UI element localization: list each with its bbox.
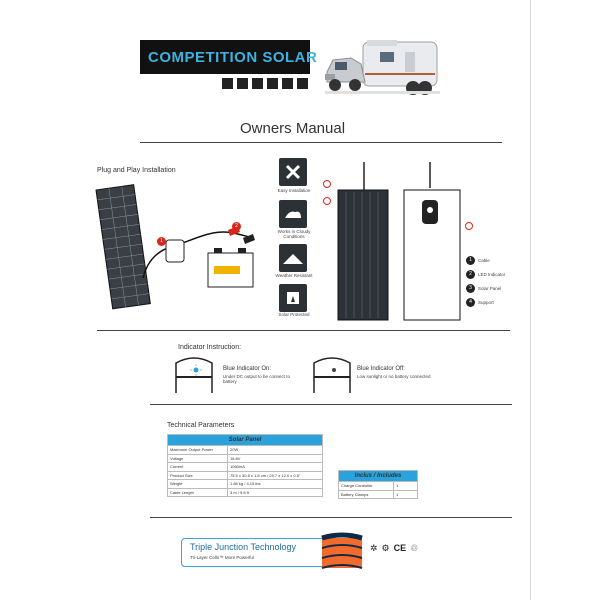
- step-marker: 1: [157, 237, 166, 246]
- legend-label: LED Indicator: [478, 271, 506, 277]
- spec-value: 75.5 x 30.5 x 1.8 cm / 29.7 x 12.0 x 0.6": [228, 471, 323, 480]
- table-row: [168, 488, 323, 497]
- table-row: [339, 490, 418, 499]
- feature-icon: [237, 78, 248, 89]
- tech-subtitle: Tri-Layer Cells™ More Powerful: [190, 555, 254, 560]
- section-divider: [150, 404, 512, 405]
- title-divider: [140, 142, 502, 143]
- page-edge: [530, 0, 531, 600]
- legend-item: [466, 256, 505, 265]
- installation-heading: Plug and Play Installation: [97, 167, 176, 174]
- spec-label: Maximum Output Power: [168, 446, 228, 455]
- legend-number: 3: [466, 284, 475, 293]
- feature-label: Easy Installation: [277, 188, 311, 193]
- include-label: Battery Clamps: [339, 490, 394, 499]
- spec-value: 1060mA: [228, 463, 323, 472]
- legend-item: [466, 298, 505, 307]
- feature-icon: [222, 78, 233, 89]
- spec-label: Cable Length: [168, 488, 228, 497]
- indicator-on-illustration: [174, 355, 214, 393]
- legend-number: 4: [466, 298, 475, 307]
- includes-table: [338, 470, 418, 499]
- ce-mark-icon: CE: [393, 543, 407, 553]
- tools-icon: [279, 158, 307, 186]
- cell-layers-image: [318, 530, 366, 576]
- includes-table-title: Inclus / Includes: [339, 471, 418, 482]
- spec-label: Current: [168, 463, 228, 472]
- section-divider: [150, 517, 512, 518]
- legend-label: Solar Panel: [478, 285, 502, 291]
- recycle-icon: ♲: [410, 543, 419, 553]
- feature-icon: [282, 78, 293, 89]
- indicator-on-desc: Under DC output to be connect to battery: [223, 374, 291, 385]
- legend-label: Cable: [478, 257, 490, 263]
- brand-logo-text: COMPETITION SOLAR: [148, 49, 318, 66]
- table-row: [339, 482, 418, 491]
- panel-diagram: [320, 160, 470, 325]
- tech-title: Triple Junction Technology: [190, 542, 297, 552]
- spec-label: Voltage: [168, 454, 228, 463]
- indicator-on-title: Blue Indicator On:: [223, 366, 272, 372]
- specs-heading: Technical Parameters: [167, 422, 235, 429]
- indicator-heading: Indicator Instruction:: [178, 344, 242, 351]
- feature-label: Solar Protected: [278, 312, 310, 317]
- specs-table: [167, 434, 323, 497]
- page-title: Owners Manual: [240, 120, 346, 137]
- legend-number: 1: [466, 256, 475, 265]
- table-row: [168, 446, 323, 455]
- callout-marker: [323, 180, 331, 188]
- snowflake-icon: ✲: [370, 543, 378, 553]
- indicator-off-illustration: [312, 355, 352, 393]
- spec-value: 20W: [228, 446, 323, 455]
- feature-icon: [252, 78, 263, 89]
- include-value: 1: [394, 490, 418, 499]
- hail-icon: [279, 244, 307, 272]
- storm-icon: [279, 284, 307, 312]
- indicator-off-desc: Low sunlight or no battery connected: [357, 374, 431, 379]
- table-row: [168, 463, 323, 472]
- spec-label: Product Size: [168, 471, 228, 480]
- include-value: 1: [394, 482, 418, 491]
- spec-value: 18.8V: [228, 454, 323, 463]
- feature-label: Works in Cloudy Conditions: [277, 229, 311, 240]
- certification-marks: [370, 543, 418, 554]
- brand-feature-icons: [222, 78, 308, 89]
- table-row: [168, 480, 323, 489]
- table-row: [168, 471, 323, 480]
- legend-label: Support: [478, 299, 494, 305]
- callout-marker: [465, 222, 473, 230]
- table-row: [168, 454, 323, 463]
- installation-diagram: [88, 178, 273, 318]
- step-marker: 2: [232, 222, 241, 231]
- legend: [466, 256, 505, 307]
- legend-item: [466, 270, 505, 279]
- legend-item: [466, 284, 505, 293]
- feature-label: Weather Resistant: [275, 273, 313, 278]
- feature-icon: [267, 78, 278, 89]
- callout-marker: [323, 197, 331, 205]
- section-divider: [97, 330, 510, 331]
- feature-icon: [297, 78, 308, 89]
- gear-icon: ⚙: [381, 543, 390, 553]
- rv-truck-image: [325, 38, 440, 100]
- weather-icon: [279, 200, 307, 228]
- spec-value: 3 m / 9.8 ft: [228, 488, 323, 497]
- legend-number: 2: [466, 270, 475, 279]
- indicator-off-title: Blue Indicator Off:: [357, 366, 405, 372]
- spec-label: Weight: [168, 480, 228, 489]
- spec-value: 1.88 kg / 4.15 lbs: [228, 480, 323, 489]
- specs-table-title: Solar Panel: [168, 435, 323, 446]
- include-label: Charge Controller: [339, 482, 394, 491]
